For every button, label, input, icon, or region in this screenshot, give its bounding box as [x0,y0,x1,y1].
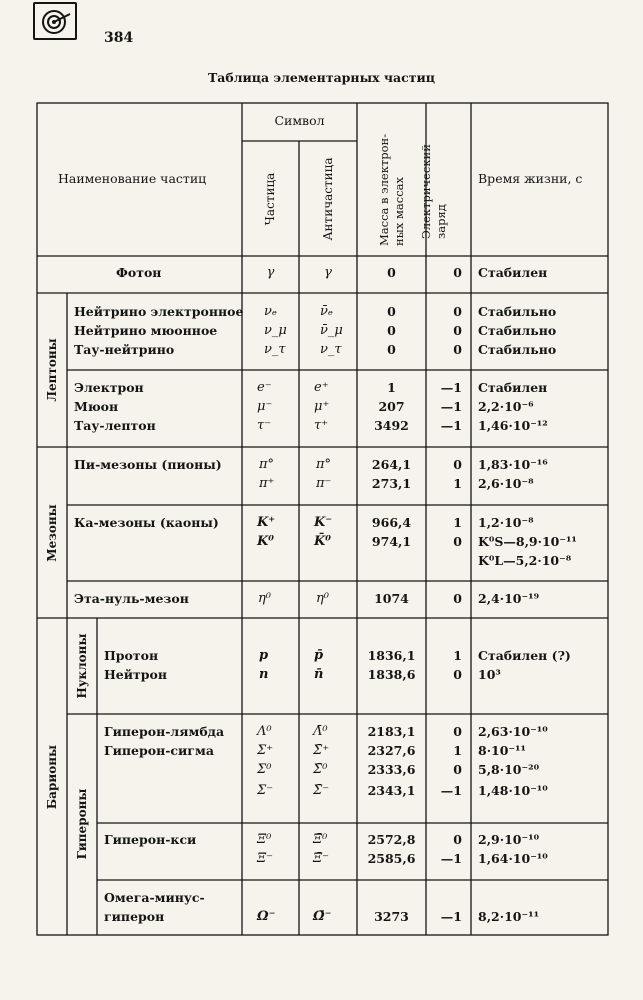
kaon0-long-lifetime: K⁰L—5,2·10⁻⁸ [478,553,572,568]
muon-antiparticle: μ⁺ [314,399,330,414]
neutron-antiparticle: n̄ [314,667,324,682]
neutron-lifetime: 10³ [478,667,501,682]
header-mass: Масса в электрон-ных массах [377,133,406,246]
pion-plus-mass: 273,1 [371,476,412,491]
neutrino-e-lifetime: Стабильно [478,304,557,319]
omega-name-line2: гиперон [104,909,165,924]
photon-particle: γ [266,265,275,280]
lambda0-lifetime: 2,63·10⁻¹⁰ [478,724,548,739]
neutrino-mu-antiparticle: ν̄_μ [320,323,343,338]
neutrino-tau-antiparticle: ν_τ [320,342,342,357]
neutron-particle: n [259,667,269,682]
tau-lifetime: 1,46·10⁻¹² [478,418,548,433]
neutrino-e-particle: νₑ [264,304,277,319]
pion0-particle: π° [259,457,275,472]
sigma-plus-particle: Σ⁺ [257,743,274,758]
xi0-antiparticle: Ξ̄⁰ [313,832,328,847]
sigma-plus-lifetime: 8·10⁻¹¹ [478,743,526,758]
xi-minus-antiparticle: Ξ̄⁻ [313,851,330,866]
sigma0-lifetime: 5,8·10⁻²⁰ [478,762,540,777]
pion-plus-charge: 1 [453,476,462,491]
kaon0-charge: 0 [453,534,462,549]
neutrino-tau-mass: 0 [387,342,396,357]
sigma-minus-charge: —1 [440,783,462,798]
group-leptons: Лептоны [45,338,59,402]
kaon0-antiparticle: K̄⁰ [314,534,331,549]
eta-lifetime: 2,4·10⁻¹⁹ [478,591,540,606]
pions-name: Пи-мезоны (пионы) [74,457,222,472]
electron-antiparticle: e⁺ [314,380,329,395]
neutrino-e-mass: 0 [387,304,396,319]
sigma0-particle: Σ⁰ [257,762,272,777]
sigma-name: Гиперон-сигма [104,743,214,758]
tau-particle: τ⁻ [257,418,272,433]
omega-particle: Ω⁻ [257,909,276,924]
header-lifetime: Время жизни, с [478,171,583,186]
muon-charge: —1 [440,399,462,414]
photon-lifetime: Стабилен [478,265,548,280]
omega-charge: —1 [440,909,462,924]
muon-lifetime: 2,2·10⁻⁶ [478,399,534,414]
lambda0-antiparticle: Λ̄⁰ [313,724,328,739]
sigma0-charge: 0 [453,762,462,777]
header-charge: Электрический заряд [419,144,448,239]
neutrino-e-name: Нейтрино электронное [74,304,244,319]
tau-mass: 3492 [374,418,409,433]
kaon0-particle: K⁰ [257,534,274,549]
eta-mass: 1074 [374,591,409,606]
electron-charge: —1 [440,380,462,395]
sigma-minus-antiparticle: Σ̄⁻ [313,783,330,798]
header-antiparticle: Античастица [321,157,335,241]
kaon-plus-charge: 1 [453,515,462,530]
page-title: Таблица элементарных частиц [207,70,436,85]
proton-lifetime: Стабилен (?) [478,648,571,663]
eta-name: Эта-нуль-мезон [74,591,189,606]
group-hyperons: Гипероны [75,788,89,860]
omega-lifetime: 8,2·10⁻¹¹ [478,909,540,924]
group-mesons: Мезоны [45,504,59,562]
omega-antiparticle: Ω̄⁻ [313,909,332,924]
omega-mass: 3273 [374,909,409,924]
eta-particle: η⁰ [258,591,271,606]
neutrino-tau-name: Тау-нейтрино [74,342,175,357]
sigma-minus-particle: Σ⁻ [257,783,274,798]
neutrino-mu-lifetime: Стабильно [478,323,557,338]
neutron-charge: 0 [453,667,462,682]
pion-plus-lifetime: 2,6·10⁻⁸ [478,476,534,491]
kaon-plus-particle: K⁺ [257,515,276,530]
page-number: 384 [104,30,134,46]
photon-antiparticle: γ [324,265,332,280]
lambda0-particle: Λ⁰ [257,724,272,739]
xi-name: Гиперон-кси [104,832,197,847]
neutron-mass: 1838,6 [367,667,416,682]
electron-particle: e⁻ [257,380,272,395]
xi0-mass: 2572,8 [367,832,416,847]
lambda0-mass: 2183,1 [367,724,416,739]
xi-minus-particle: Ξ⁻ [257,851,274,866]
neutrino-mu-name: Нейтрино мюонное [74,323,218,338]
electron-lifetime: Стабилен [478,380,548,395]
lambda-name: Гиперон-лямбда [104,724,225,739]
kaon0-mass: 974,1 [371,534,412,549]
xi-minus-charge: —1 [440,851,462,866]
pion0-charge: 0 [453,457,462,472]
neutron-name: Нейтрон [104,667,168,682]
xi-minus-lifetime: 1,64·10⁻¹⁰ [478,851,548,866]
xi0-charge: 0 [453,832,462,847]
eta-charge: 0 [453,591,462,606]
xi-minus-mass: 2585,6 [367,851,416,866]
sigma-plus-mass: 2327,6 [367,743,416,758]
neutrino-mu-charge: 0 [453,323,462,338]
pion0-lifetime: 1,83·10⁻¹⁶ [478,457,548,472]
muon-name: Мюон [74,399,119,414]
group-baryons: Барионы [45,744,59,810]
sigma-plus-charge: 1 [453,743,462,758]
muon-particle: μ⁻ [257,399,273,414]
electron-mass: 1 [387,380,396,395]
neutrino-mu-particle: ν_μ [264,323,287,338]
pion-plus-particle: π⁺ [259,476,275,491]
sigma-minus-mass: 2343,1 [367,783,416,798]
kaon-plus-mass: 966,4 [371,515,412,530]
photon-name: Фотон [116,265,162,280]
tau-charge: —1 [440,418,462,433]
pion0-mass: 264,1 [371,457,412,472]
neutrino-tau-charge: 0 [453,342,462,357]
pion-plus-antiparticle: π⁻ [316,476,332,491]
lambda0-charge: 0 [453,724,462,739]
electron-name: Электрон [74,380,144,395]
sigma0-mass: 2333,6 [367,762,416,777]
kaons-name: Ка-мезоны (каоны) [74,515,219,530]
sigma-minus-lifetime: 1,48·10⁻¹⁰ [478,783,548,798]
sigma0-antiparticle: Σ̄⁰ [313,762,328,777]
proton-mass: 1836,1 [367,648,416,663]
kaon-plus-antiparticle: K⁻ [314,515,333,530]
xi0-particle: Ξ⁰ [257,832,272,847]
omega-name-line1: Омега-минус- [104,890,205,905]
tau-name: Тау-лептон [74,418,156,433]
sigma-plus-antiparticle: Σ̄⁺ [313,743,330,758]
eta-antiparticle: η⁰ [316,591,329,606]
photon-mass: 0 [387,265,396,280]
pion0-antiparticle: π° [316,457,332,472]
group-nucleons: Нуклоны [75,633,89,699]
tau-antiparticle: τ⁺ [314,418,329,433]
proton-particle: p [259,648,269,663]
header-name: Наименование частиц [58,171,207,186]
muon-mass: 207 [378,399,405,414]
proton-antiparticle: p̄ [314,648,324,663]
proton-charge: 1 [453,648,462,663]
neutrino-tau-particle: ν_τ [264,342,286,357]
header-symbol: Символ [274,113,325,128]
neutrino-e-charge: 0 [453,304,462,319]
proton-name: Протон [104,648,159,663]
header-particle: Частица [263,172,277,226]
neutrino-e-antiparticle: ν̄ₑ [320,304,333,319]
neutrino-mu-mass: 0 [387,323,396,338]
photon-charge: 0 [453,265,462,280]
neutrino-tau-lifetime: Стабильно [478,342,557,357]
xi0-lifetime: 2,9·10⁻¹⁰ [478,832,540,847]
kaon0-short-lifetime: K⁰S—8,9·10⁻¹¹ [478,534,577,549]
kaon-plus-lifetime: 1,2·10⁻⁸ [478,515,534,530]
